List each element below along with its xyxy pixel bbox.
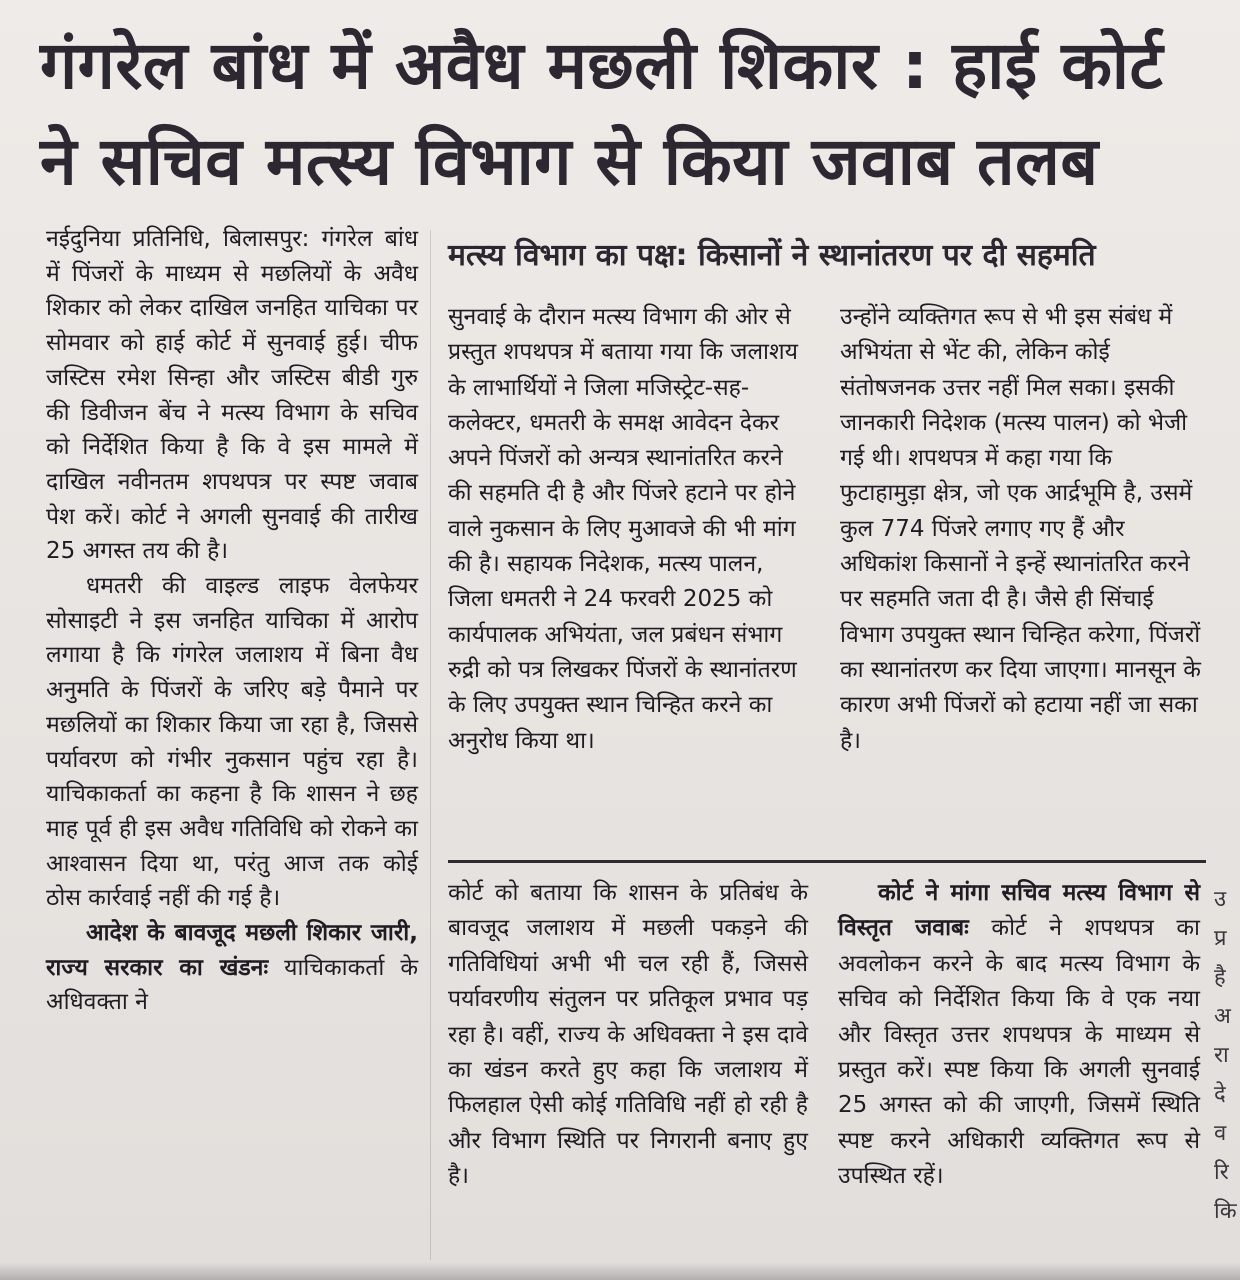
edge-fragment-line: उ [1214,887,1227,912]
headline [40,18,1210,210]
edge-fragment-line: रा [1214,1043,1229,1068]
middle-bottom-paragraph: कोर्ट को बताया कि शासन के प्रतिबंध के बावजूद जलाशय में मछली पकड़ने की गतिविधियां अभी भी चल रही हैं, जिससे पर्यावरणीय संतुलन पर प्रतिकूल प्रभाव पड़ रहा है। वहीं, राज्य के अधिवक्ता ने इस दावे का खंडन करते हुए कहा कि जलाशय में फिलहाल ऐसी कोई गतिविधि नहीं हो रही है और विभाग स्थिति पर निगरानी बनाए हुए है। [448,880,808,1190]
left-paragraph-3-text: याचिकाकर्ता के अधिवक्ता ने [46,954,418,1016]
adjacent-column-fragment [1214,880,1240,1240]
left-paragraph-3 [46,916,418,1020]
middle-bottom-column [448,876,808,1195]
headline-line-1: गंगरेल बांध में अवैध मछली शिकार : हाई कोर्ट [40,27,1164,104]
page-bottom-shadow [0,1262,1240,1280]
right-bottom-paragraph [838,876,1200,1195]
middle-top-paragraph: सुनवाई के दौरान मत्स्य विभाग की ओर से प्रस्तुत शपथपत्र में बताया गया कि जलाशय के लाभार्थियों ने जिला मजिस्ट्रेट-सह-कलेक्टर, धमतरी के समक्ष आवेदन देकर अपने पिंजरों को अन्यत्र स्थानांतरित करने की सहमति दी है और पिंजरे हटाने पर होने वाले नुकसान के लिए मुआवजे की भी मांग की है। सहायक निदेशक, मत्स्य पालन, जिला धमतरी ने 24 फरवरी 2025 को कार्यपालक अभियंता, जल प्रबंधन संभाग रुद्री को पत्र लिखकर पिंजरों के स्थानांतरण के लिए उपयुक्त स्थान चिन्हित करने का अनुरोध किया था। [448,304,798,754]
section-subhead: मत्स्य विभाग का पक्ष: किसानों ने स्थानांतरण पर दी सहमति [448,238,1096,273]
right-bottom-column [838,876,1200,1195]
left-subheading: आदेश के बावजूद मछली शिकार जारी, राज्य सरकार का खंडनः [46,920,418,981]
edge-fragment-line: अ [1214,1004,1231,1029]
middle-top-column [448,300,804,759]
edge-fragment-line: व [1214,1121,1227,1146]
right-top-column [840,300,1202,759]
left-column [46,222,418,1020]
right-subheading: कोर्ट ने मांगा सचिव मत्स्य विभाग से विस्तृत जवाबः [838,880,1200,942]
edge-fragment-line: दे [1214,1082,1226,1107]
left-paragraph-1: नईदुनिया प्रतिनिधि, बिलासपुर: गंगरेल बांध में पिंजरों के माध्यम से मछलियों के अवैध शिकार को लेकर दाखिल जनहित याचिका पर सोमवार को हाई कोर्ट में सुनवाई हुई। चीफ जस्टिस रमेश सिन्हा और जस्टिस बीडी गुरु की डिवीजन बेंच ने मत्स्य विभाग के सचिव को निर्देशित किया है कि वे इस मामले में दाखिल नवीनतम शपथपत्र पर स्पष्ट जवाब पेश करें। कोर्ट ने अगली सुनवाई की तारीख 25 अगस्त तय की है। [46,226,418,565]
edge-fragment-line: कि [1214,1199,1237,1224]
edge-fragment-line: है [1214,965,1226,990]
edge-fragment-line: रि [1214,1160,1229,1185]
section-rule [448,860,1206,863]
edge-fragment-line: प्र [1214,926,1227,951]
right-top-paragraph: उन्होंने व्यक्तिगत रूप से भी इस संबंध में अभियंता से भेंट की, लेकिन कोई संतोषजनक उत्तर नहीं मिल सका। इसकी जानकारी निदेशक (मत्स्य पालन) को भेजी गई थी। शपथपत्र में कहा गया कि फुटाहामुड़ा क्षेत्र, जो एक आर्द्रभूमि है, उसमें कुल 774 पिंजरे लगाए गए हैं और अधिकांश किसानों ने इन्हें स्थानांतरित करने पर सहमति जता दी है। जैसे ही सिंचाई विभाग उपयुक्त स्थान चिन्हित करेगा, पिंजरों का स्थानांतरण कर दिया जाएगा। मानसून के कारण अभी पिंजरों को हटाया नहीं जा सका है। [840,304,1201,754]
left-paragraph-2: धमतरी की वाइल्ड लाइफ वेलफेयर सोसाइटी ने इस जनहित याचिका में आरोप लगाया है कि गंगरेल जलाशय में बिना वैध अनुमति के पिंजरों के जरिए बड़े पैमाने पर मछलियों का शिकार किया जा रहा है, जिससे पर्यावरण को गंभीर नुकसान पहुंच रहा है। याचिकाकर्ता का कहना है कि शासन ने छह माह पूर्व ही इस अवैध गतिविधि को रोकने का आश्वासन दिया था, परंतु आज तक कोई ठोस कार्रवाई नहीं की गई है। [46,573,418,912]
headline-line-2: ने सचिव मत्स्य विभाग से किया जवाब तलब [40,123,1099,200]
right-bottom-text: कोर्ट ने शपथपत्र का अवलोकन करने के बाद मत्स्य विभाग के सचिव को निर्देशित किया कि वे एक नया और विस्तृत उत्तर शपथपत्र के माध्यम से प्रस्तुत करें। स्पष्ट किया कि अगली सुनवाई 25 अगस्त को की जाएगी, जिसमें स्थिति स्पष्ट करने अधिकारी व्यक्तिगत रूप से उपस्थित रहें। [838,915,1200,1190]
column-divider [430,230,431,1260]
